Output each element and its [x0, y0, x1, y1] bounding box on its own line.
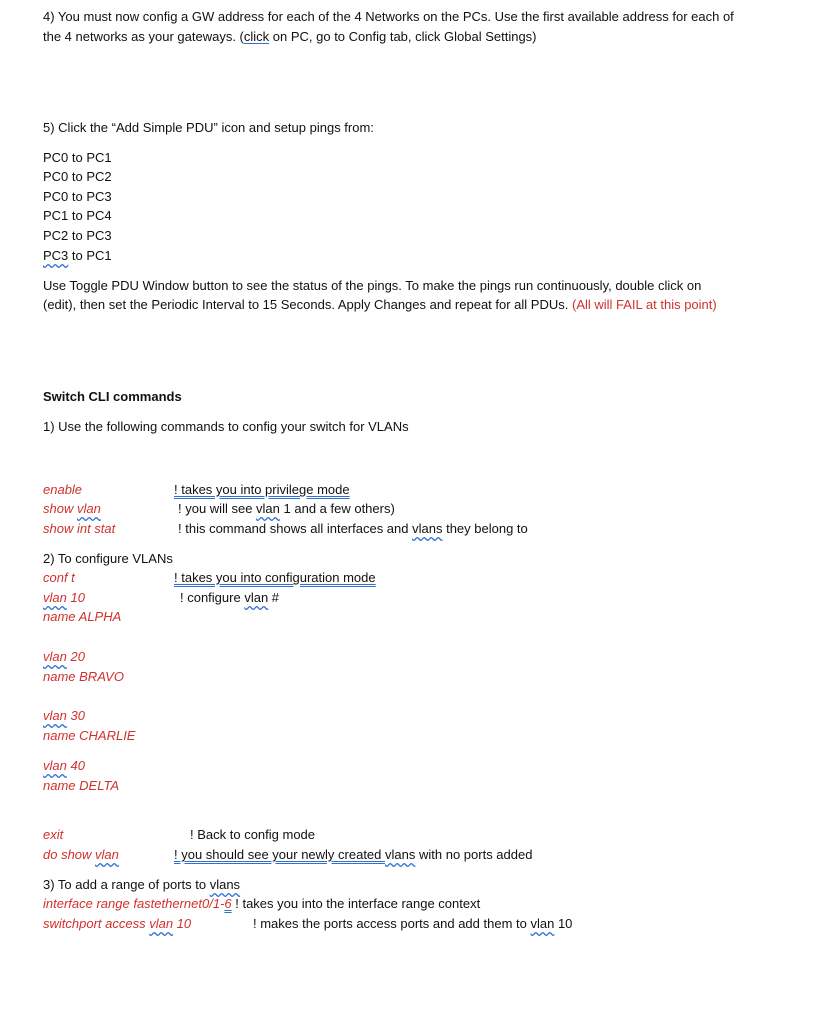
step4-line1: 4) You must now config a GW address for each of the 4 Networks on the PCs. Use the first available address for each of: [43, 9, 734, 24]
cmd-vlan-num: 40: [66, 758, 85, 773]
toggle-line2-text: (edit), then set the Periodic Interval to 15 Seconds. Apply Changes and repeat for all PDUs.: [43, 297, 569, 312]
toggle-line1: Use Toggle PDU Window button to see the status of the pings. To make the pings run continuously, double click on: [43, 278, 702, 293]
cmd-iface-num: 6: [224, 896, 232, 911]
cmd-vlan-num: 10: [66, 590, 85, 605]
cmd-vlan-num: 30: [66, 708, 85, 723]
comment-conf-t: [174, 569, 376, 587]
comment-vlan-10: [180, 589, 279, 607]
cmd-vlan-word: vlan: [43, 708, 67, 723]
comment-text: ! this command shows all interfaces and: [178, 521, 413, 536]
cmd-name-charlie: name CHARLIE: [43, 728, 136, 743]
cli-step1: 1) Use the following commands to config your switch for VLANs: [43, 419, 409, 434]
cmd-interface-range: [43, 895, 480, 913]
ping-item: PC2 to PC3: [43, 228, 112, 243]
comment-vlan-word: vlan: [256, 501, 280, 516]
cmd-enable: enable: [43, 482, 83, 497]
comment-show-vlan: [178, 500, 395, 518]
ping-rest: to PC1: [68, 248, 112, 263]
comment-vlans-word: vlans: [385, 847, 416, 862]
ping-item: PC0 to PC3: [43, 189, 112, 204]
cmd-show-vlan: [43, 500, 101, 518]
cmd-name-delta: name DELTA: [43, 778, 120, 793]
ping-item: PC0 to PC1: [43, 150, 112, 165]
cmd-vlan-word: vlan: [43, 758, 67, 773]
cmd-name-bravo: name BRAVO: [43, 669, 124, 684]
cli-step2: 2) To configure VLANs: [43, 551, 173, 566]
comment-enable-text: ! takes you into privilege mode: [174, 482, 350, 497]
comment-vlans-word: vlans: [412, 521, 443, 536]
cmd-conf-t: conf t: [43, 570, 75, 585]
step4-line2-text: the 4 networks as your gateways. (: [43, 29, 244, 44]
comment-vlan-word: vlan: [530, 916, 555, 931]
comment-text: ! makes the ports access ports and add them to: [253, 916, 531, 931]
cmd-switchport-num: 10: [173, 916, 192, 931]
comment-do-show: [174, 846, 532, 864]
comment-exit: ! Back to config mode: [190, 827, 316, 842]
comment-text: #: [268, 590, 280, 605]
cmd-vlan-word: vlan: [43, 590, 67, 605]
ping-item: [43, 247, 112, 265]
comment-text: 10: [554, 916, 573, 931]
step5-heading: 5) Click the “Add Simple PDU” icon and setup pings from:: [43, 120, 374, 135]
cmd-exit: exit: [43, 827, 64, 842]
step4-line2: [43, 28, 537, 46]
cmd-vlan-30: [43, 707, 85, 725]
comment-iface: ! takes you into the interface range context: [231, 896, 481, 911]
comment-text: ! configure: [180, 590, 245, 605]
comment-text: with no ports added: [415, 847, 533, 862]
comment-show-int: [178, 520, 528, 538]
cli-step3-vlans-word: vlans: [209, 877, 241, 892]
comment-text: ! you will see: [178, 501, 257, 516]
cmd-name-alpha: name ALPHA: [43, 609, 122, 624]
cmd-vlan-20: [43, 648, 85, 666]
cmd-vlan-40: [43, 757, 85, 775]
comment-text: they belong to: [442, 521, 528, 536]
click-word: click: [243, 29, 270, 44]
comment-text: 1 and a few others): [279, 501, 395, 516]
comment-conf-t-text: ! takes you into configuration mode: [174, 570, 376, 585]
cli-step3: [43, 876, 240, 894]
cli-step3-text: 3) To add a range of ports to: [43, 877, 210, 892]
cmd-vlan-word: vlan: [76, 501, 101, 516]
cmd-show-int-stat: show int stat: [43, 521, 116, 536]
toggle-line2: [43, 296, 717, 314]
cmd-vlan-10: [43, 589, 85, 607]
ping-item: PC0 to PC2: [43, 169, 112, 184]
step4-line2-rest: on PC, go to Config tab, click Global Settings): [269, 29, 537, 44]
comment-text: ! you should see your newly created: [174, 847, 386, 862]
cmd-vlan-word: vlan: [95, 847, 119, 862]
switch-cli-heading: Switch CLI commands: [43, 389, 182, 404]
cmd-switchport-access: [43, 915, 191, 933]
comment-switchport: [253, 915, 572, 933]
cmd-do-show-text: do show: [43, 847, 96, 862]
cmd-vlan-num: 20: [66, 649, 85, 664]
cmd-switchport-text: switchport access: [43, 916, 150, 931]
fail-note: (All will FAIL at this point): [571, 297, 717, 312]
ping-item: PC1 to PC4: [43, 208, 112, 223]
cmd-vlan-word: vlan: [149, 916, 174, 931]
cmd-iface-text: interface range fastethernet0/1-: [43, 896, 225, 911]
ping-pc-word: PC3: [43, 248, 69, 263]
cmd-show-text: show: [43, 501, 77, 516]
comment-enable: [174, 481, 350, 499]
cmd-vlan-word: vlan: [43, 649, 67, 664]
cmd-do-show-vlan: [43, 846, 119, 864]
comment-vlan-word: vlan: [244, 590, 269, 605]
